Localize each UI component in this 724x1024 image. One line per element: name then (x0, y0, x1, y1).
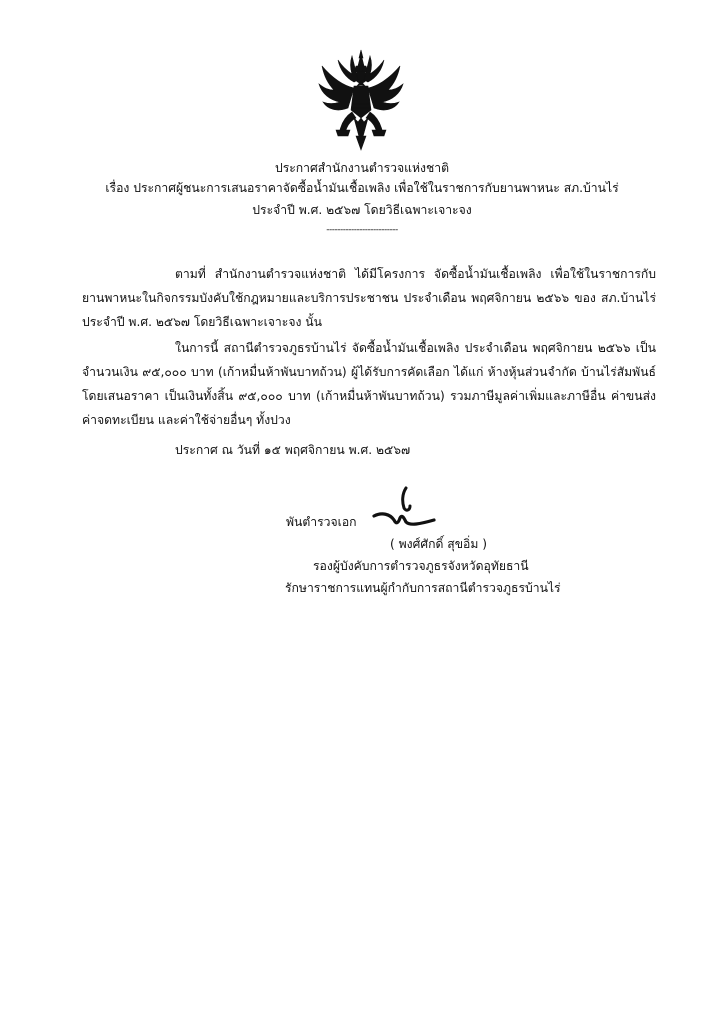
signatory-acting-role: รักษาราชการแทนผู้กำกับการสถานีตำรวจภูธรบ้านไร่ (285, 581, 561, 595)
paragraph-2-line-2: จำนวนเงิน ๙๕,๐๐๐ บาท (เก้าหมื่นห้าพันบาทถ้วน) ผู้ได้รับการคัดเลือก ได้แก่ ห้างหุ้นส่วนจำกัด บ้านไร่สัมพันธ์ (82, 365, 656, 379)
signatory-position: รองผู้บังคับการตำรวจภูธรจังหวัดอุทัยธานี (313, 559, 529, 573)
paragraph-2-line-1: ในการนี้ สถานีตำรวจภูธรบ้านไร่ จัดซื้อน้ำมันเชื้อเพลิง ประจำเดือน พฤศจิกายน ๒๕๖๖ เป็น (175, 341, 656, 355)
signatory-name: ( พงศ์ศักดิ์ สุขอิ่ม ) (390, 537, 488, 551)
signatory-rank: พันตำรวจเอก (286, 515, 357, 529)
announcement-date: ประกาศ ณ วันที่ ๑๕ พฤศจิกายน พ.ศ. ๒๕๖๗ (175, 443, 411, 457)
paragraph-2-line-3: โดยเสนอราคา เป็นเงินทั้งสิ้น ๙๕,๐๐๐ บาท (เก้าหมื่นห้าพันบาทถ้วน) รวมภาษีมูลค่าเพิ่มและภาษีอื่น ค่าขนส่ง (82, 389, 656, 403)
announcement-subject: เรื่อง ประกาศผู้ชนะการเสนอราคาจัดซื้อน้ำมันเชื้อเพลิง เพื่อใช้ในราชการกับยานพาหนะ สภ.บ้านไร่ (105, 181, 619, 195)
paragraph-1-line-2: ยานพาหนะในกิจกรรมบังคับใช้กฎหมายและบริการประชาชน ประจำเดือน พฤศจิกายน ๒๕๖๖ ของ สภ.บ้านไร่ (82, 291, 656, 305)
paragraph-2-line-4: ค่าจดทะเบียน และค่าใช้จ่ายอื่นๆ ทั้งปวง (82, 413, 291, 427)
paragraph-1-line-1: ตามที่ สำนักงานตำรวจแห่งชาติ ได้มีโครงการ จัดซื้อน้ำมันเชื้อเพลิง เพื่อใช้ในราชการกับ (175, 267, 656, 281)
garuda-emblem-icon (316, 48, 406, 152)
announcement-period: ประจำปี พ.ศ. ๒๕๖๗ โดยวิธีเฉพาะเจาะจง (252, 203, 472, 217)
header-divider: -------------------------- (326, 225, 398, 235)
handwritten-signature (368, 480, 440, 536)
agency-heading: ประกาศสำนักงานตำรวจแห่งชาติ (274, 161, 450, 175)
paragraph-1-line-3: ประจำปี พ.ศ. ๒๕๖๗ โดยวิธีเฉพาะเจาะจง นั้น (82, 315, 322, 329)
